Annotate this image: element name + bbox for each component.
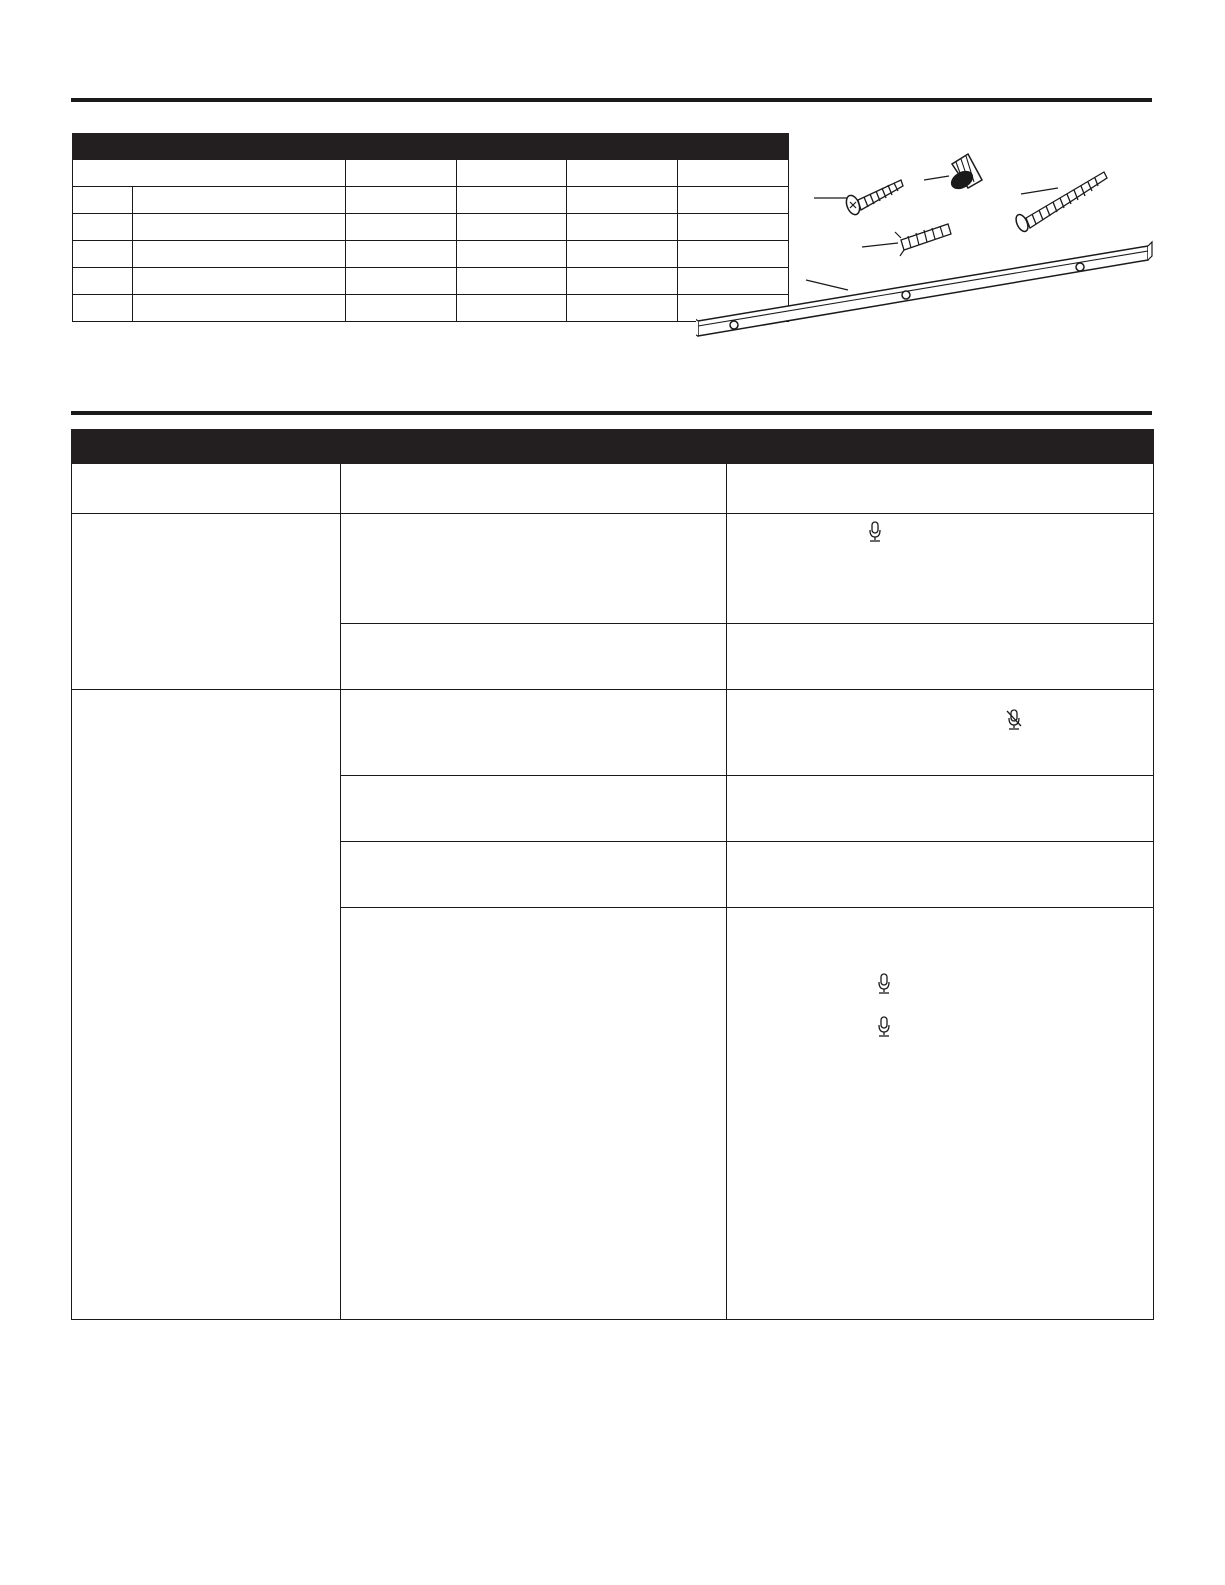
table-cell [346, 214, 457, 241]
table-cell [346, 268, 457, 295]
problem-cell [72, 690, 341, 1320]
parts-header-description [73, 160, 346, 187]
troubleshooting-header-row [72, 464, 1154, 514]
table-row [73, 268, 789, 295]
part-letter-cell [73, 241, 133, 268]
microphone-muted-icon [1006, 709, 1022, 733]
table-cell [457, 241, 567, 268]
table-cell [567, 214, 678, 241]
table-row [72, 690, 1154, 776]
section-rule-top [71, 98, 1152, 102]
part-description-cell [133, 268, 346, 295]
table-cell [346, 295, 457, 322]
part-description-cell [133, 187, 346, 214]
solution-cell [727, 690, 1154, 776]
flat-head-screw-icon [814, 180, 903, 216]
solution-cell [727, 776, 1154, 842]
part-letter-cell [73, 295, 133, 322]
cause-cell [341, 624, 727, 690]
part-letter-cell [73, 214, 133, 241]
part-letter-cell [73, 187, 133, 214]
cause-cell [341, 908, 727, 1320]
table-cell [346, 241, 457, 268]
hardware-parts-diagram [696, 150, 1156, 350]
parts-table-title-bar [73, 134, 789, 160]
part-description-cell [133, 295, 346, 322]
table-cell [457, 295, 567, 322]
parts-header-col-1 [346, 160, 457, 187]
wire-nut-icon [924, 154, 982, 193]
table-row [73, 214, 789, 241]
part-description-cell [133, 214, 346, 241]
parts-header-col-2 [457, 160, 567, 187]
solution-cell [727, 908, 1154, 1320]
parts-table-header-row [73, 160, 789, 187]
table-cell [567, 187, 678, 214]
header-problem [72, 464, 341, 514]
header-solution [727, 464, 1154, 514]
microphone-icon [877, 1016, 891, 1038]
table-row [73, 241, 789, 268]
solution-cell [727, 624, 1154, 690]
long-wood-screw-icon [1014, 172, 1107, 233]
parts-header-col-3 [567, 160, 678, 187]
table-cell [567, 241, 678, 268]
cause-cell [341, 842, 727, 908]
solution-cell [727, 842, 1154, 908]
microphone-icon [868, 521, 882, 543]
table-cell [457, 268, 567, 295]
table-row [72, 514, 1154, 624]
microphone-icon [877, 973, 891, 995]
table-row [73, 295, 789, 322]
table-cell [567, 295, 678, 322]
troubleshooting-table [71, 429, 1154, 1320]
table-row [73, 187, 789, 214]
parts-list-table [72, 133, 789, 322]
part-description-cell [133, 241, 346, 268]
table-cell [567, 268, 678, 295]
part-letter-cell [73, 268, 133, 295]
table-cell [346, 187, 457, 214]
mounting-bracket-icon [696, 242, 1152, 336]
table-cell [457, 187, 567, 214]
solution-cell [727, 514, 1154, 624]
problem-cell [72, 514, 341, 690]
cause-cell [341, 514, 727, 624]
header-possible-cause [341, 464, 727, 514]
table-cell [457, 214, 567, 241]
troubleshooting-title-bar [72, 430, 1154, 464]
section-rule-middle [71, 411, 1152, 415]
cause-cell [341, 690, 727, 776]
cause-cell [341, 776, 727, 842]
wall-anchor-icon [862, 224, 951, 256]
